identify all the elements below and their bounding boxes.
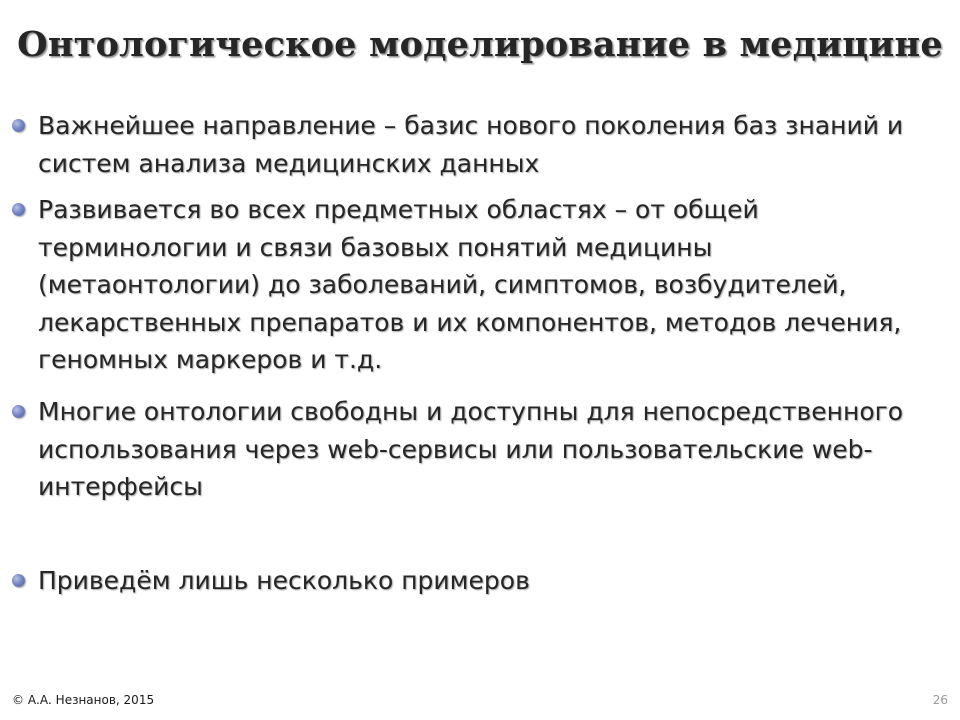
bullet-text: Важнейшее направление – базис нового поколения баз знаний и систем анализа медицинских данных — [38, 111, 904, 178]
bullet-dot-icon — [12, 405, 25, 418]
bullet-item — [38, 393, 938, 506]
bullet-item — [38, 562, 938, 600]
bullet-text: Многие онтологии свободны и доступны для непосредственного использования через web-сервисы или пользовательские web-интерфейсы — [38, 397, 904, 501]
bullet-dot-icon — [12, 203, 25, 216]
bullet-text: Развивается во всех предметных областях – от общей терминологии и связи базовых понятий медицины (метаонтологии) до заболеваний, симптомов, возбудителей, лекарственных препаратов и их компонентов, методов лечения, геномных маркеров и т.д. — [38, 195, 902, 374]
slide-title: Онтологическое моделирование в медицине — [17, 24, 943, 65]
footer-page-number: 26 — [932, 693, 948, 707]
bullet-item — [38, 191, 938, 379]
bullet-item — [38, 107, 938, 182]
bullet-dot-icon — [12, 574, 25, 587]
bullet-text: Приведём лишь несколько примеров — [38, 566, 530, 595]
footer-copyright: © А.А. Незнанов, 2015 — [12, 693, 155, 707]
bullet-dot-icon — [12, 119, 25, 132]
